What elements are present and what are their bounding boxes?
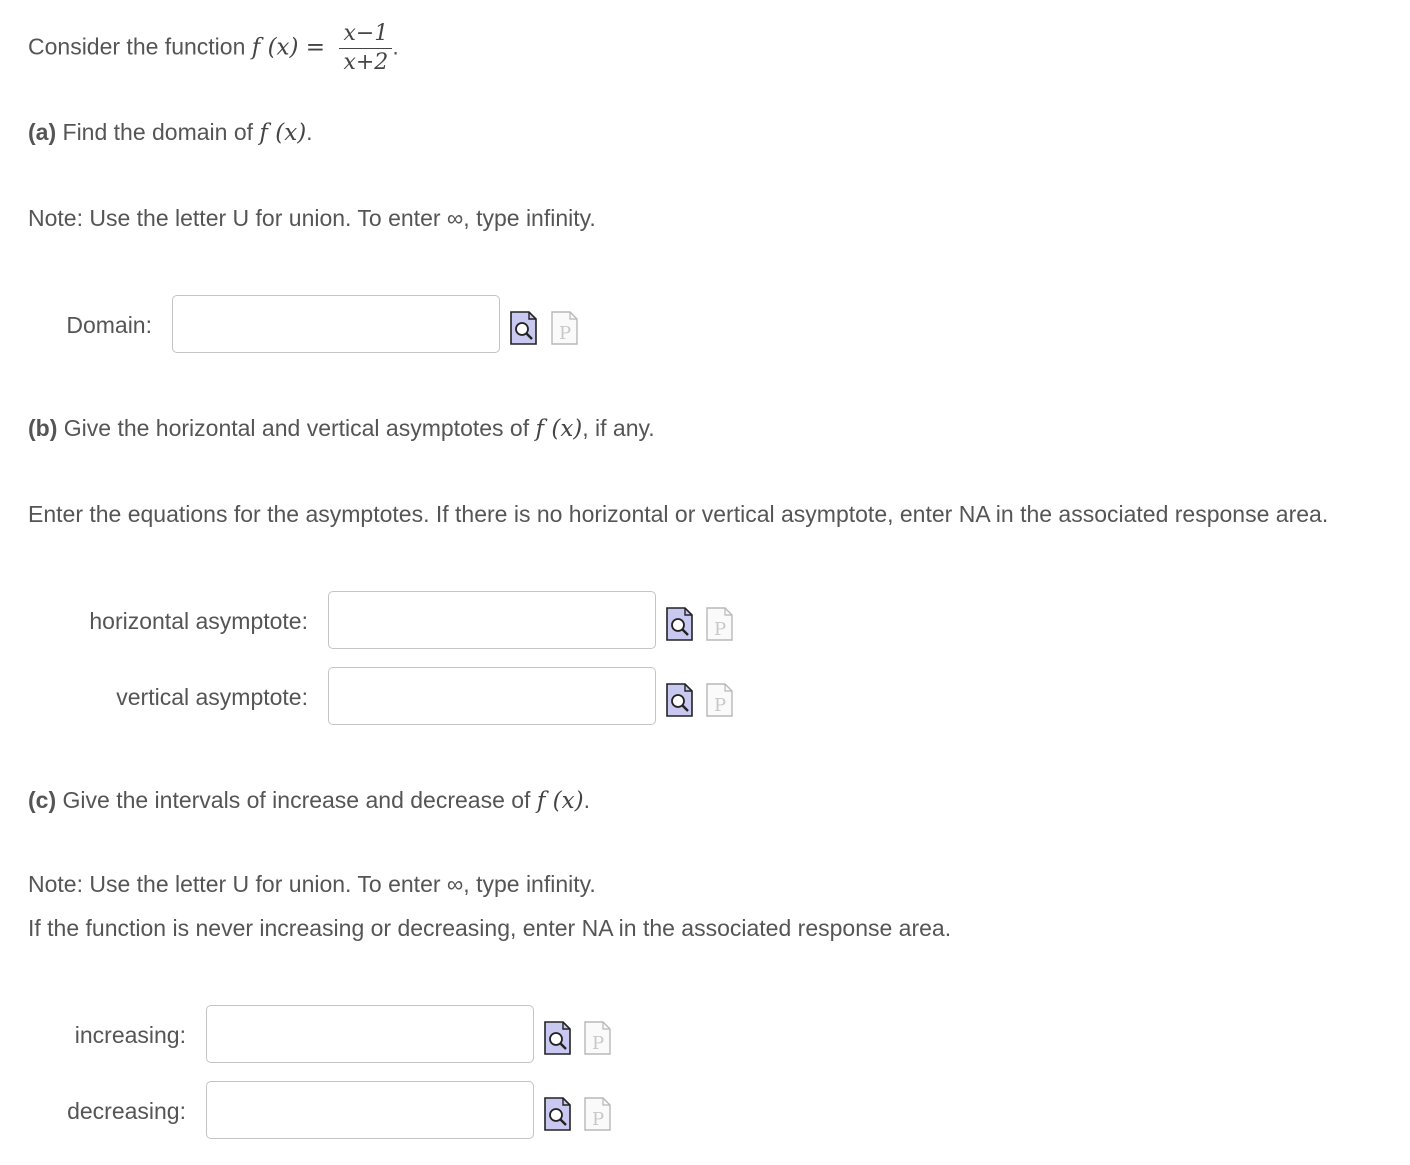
decreasing-label: decreasing:: [67, 1098, 186, 1124]
domain-label: Domain:: [66, 312, 152, 338]
part-a-function-ref: f (x): [259, 120, 307, 146]
preview-magnifier-icon[interactable]: [544, 1097, 571, 1131]
part-c-note-na: If the function is never increasing or decreasing, enter NA in the associated response area.: [28, 915, 952, 941]
math-help-p-icon[interactable]: [584, 1021, 611, 1055]
part-a-tag: (a): [28, 119, 57, 145]
math-help-p-icon[interactable]: [584, 1097, 611, 1131]
math-help-p-icon[interactable]: [706, 607, 733, 641]
preview-magnifier-icon[interactable]: [666, 607, 693, 641]
preview-magnifier-icon[interactable]: [544, 1021, 571, 1055]
svg-text:P: P: [592, 1109, 605, 1130]
part-b-function-ref: f (x): [535, 416, 583, 442]
part-c-question: [28, 786, 590, 815]
fraction-numerator: x−1: [343, 21, 389, 46]
part-a-end: .: [306, 119, 313, 145]
part-b-tag: (b): [28, 415, 58, 441]
vertical-asymptote-label: vertical asymptote:: [116, 684, 308, 710]
function-lhs: f (x) =: [251, 34, 326, 61]
intro-suffix: .: [392, 33, 399, 60]
part-c-end: .: [583, 787, 590, 813]
intro-line: [28, 22, 399, 75]
part-c-tag: (c): [28, 787, 57, 813]
part-a-question: [28, 118, 313, 147]
function-fraction: [339, 22, 392, 75]
horizontal-asymptote-label: horizontal asymptote:: [89, 608, 308, 634]
part-b-instructions: Enter the equations for the asymptotes. If there is no horizontal or vertical asymptote, enter NA in the associated response area.: [28, 501, 1329, 527]
part-a-note: Note: Use the letter U for union. To enter ∞, type infinity.: [28, 205, 596, 231]
vertical-asymptote-input[interactable]: [328, 667, 656, 725]
preview-magnifier-icon[interactable]: [666, 683, 693, 717]
svg-text:P: P: [592, 1033, 605, 1054]
math-help-p-icon[interactable]: [551, 311, 578, 345]
svg-text:P: P: [559, 323, 572, 344]
intro-prefix: Consider the function: [28, 33, 246, 60]
svg-text:P: P: [714, 619, 727, 640]
part-c-note: Note: Use the letter U for union. To enter ∞, type infinity.: [28, 871, 596, 897]
part-b-question: [28, 414, 655, 443]
decreasing-input[interactable]: [206, 1081, 534, 1139]
domain-input[interactable]: [172, 295, 500, 353]
math-help-p-icon[interactable]: [706, 683, 733, 717]
part-b-end: , if any.: [582, 415, 655, 441]
horizontal-asymptote-input[interactable]: [328, 591, 656, 649]
increasing-label: increasing:: [74, 1022, 186, 1048]
part-c-function-ref: f (x): [536, 788, 584, 814]
part-b-prompt: Give the horizontal and vertical asymptotes of: [63, 415, 530, 441]
preview-magnifier-icon[interactable]: [510, 311, 537, 345]
svg-text:P: P: [714, 695, 727, 716]
part-c-prompt: Give the intervals of increase and decrease of: [62, 787, 531, 813]
part-a-prompt: Find the domain of: [62, 119, 254, 145]
fraction-denominator: x+2: [343, 50, 389, 75]
increasing-input[interactable]: [206, 1005, 534, 1063]
